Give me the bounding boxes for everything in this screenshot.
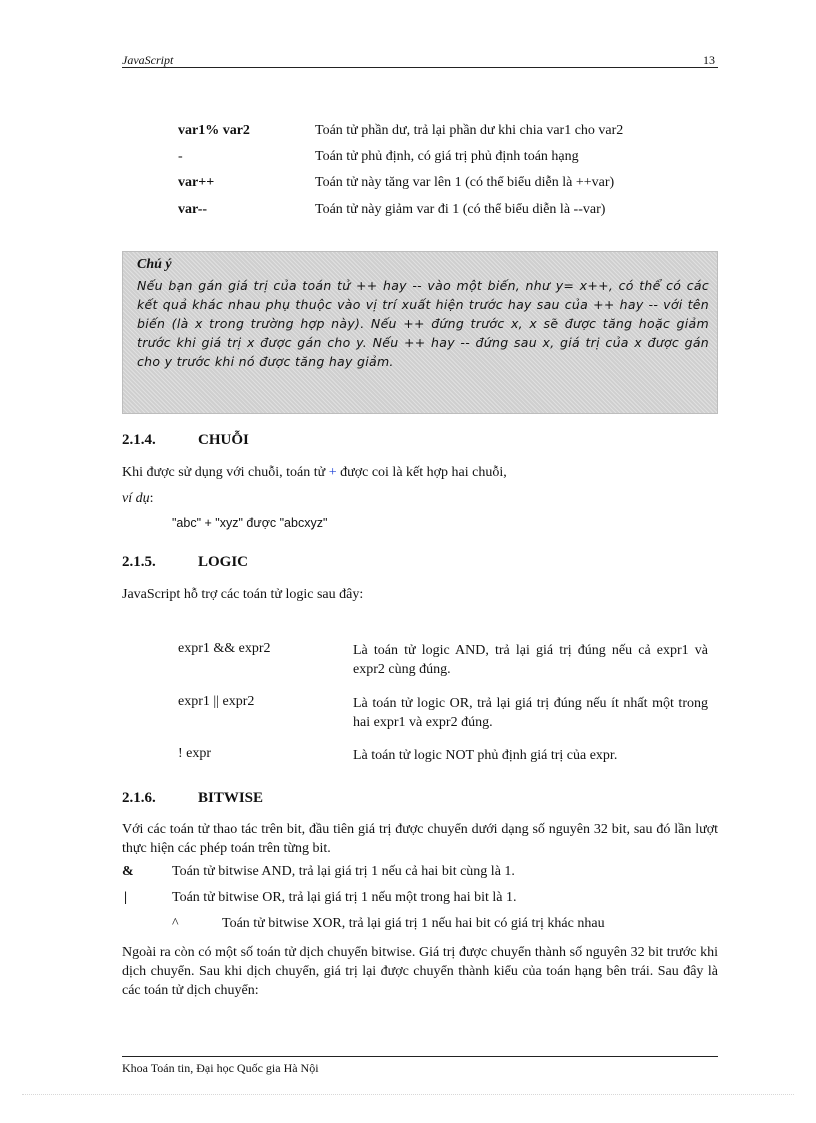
operator-symbol: var-- [178, 202, 208, 217]
section-title: LOGIC [198, 554, 249, 570]
section-heading-logic [122, 554, 248, 571]
note-body: Nếu bạn gán giá trị của toán tử ++ hay -- vào một biến, như y= x++, có thể có các kết quả khác nhau phụ thuộc vào vị trí xuất hiện trước hay sau của ++ hay -- với tên biến (là x trong trường hợp này). Nếu ++ đứng trước x, x sẽ được tăng hoặc giảm trước khi giá trị x được gán cho y. Nếu ++ hay -- đứng sau x, giá trị của x được gán cho y trước khi nó được tăng hay giảm. [137, 278, 709, 369]
bitwise-symbol: & [122, 864, 134, 879]
footer-rule [122, 1056, 718, 1057]
logic-expression: ! expr [178, 746, 212, 761]
logic-intro: JavaScript hỗ trợ các toán tử logic sau đây: [122, 587, 364, 602]
section-heading-bitwise [122, 790, 263, 807]
bitwise-symbol: | [124, 890, 128, 905]
section-number: 2.1.6. [122, 790, 156, 806]
footer-text: Khoa Toán tin, Đại học Quốc gia Hà Nội [122, 1061, 319, 1075]
page-bottom-divider [22, 1094, 794, 1095]
running-header-title: JavaScript [122, 53, 174, 67]
paragraph-text: được coi là kết hợp hai chuỗi, [336, 465, 507, 480]
note-title: Chú ý [137, 257, 172, 272]
logic-expression: expr1 || expr2 [178, 694, 255, 709]
logic-description: Là toán tử logic OR, trả lại giá trị đúng nếu ít nhất một trong hai expr1 và expr2 đúng. [353, 696, 708, 730]
operator-description: Toán tử này giảm var đi 1 (có thể biểu diễn là --var) [315, 202, 606, 217]
logic-description: Là toán tử logic NOT phủ định giá trị của expr. [353, 748, 618, 763]
operator-description: Toán tử này tăng var lên 1 (có thể biểu diễn là ++var) [315, 175, 615, 190]
section-heading-chuoi [122, 432, 249, 449]
logic-expression: expr1 && expr2 [178, 641, 271, 656]
operator-symbol: - [178, 149, 183, 164]
section-title: BITWISE [198, 790, 264, 806]
note-box [122, 251, 718, 414]
example-code: "abc" + "xyz" được "abcxyz" [172, 516, 328, 530]
example-label-line [122, 489, 718, 508]
bitwise-shift-paragraph: Ngoài ra còn có một số toán tử dịch chuyển bitwise. Giá trị được chuyển thành số nguyên 32 bit trước khi dịch chuyển. Sau khi dịch chuyển, giá trị lại được chuyển thành kiểu của toán hạng bên trái. Sau đây là các toán tử dịch chuyển: [122, 945, 718, 998]
logic-description: Là toán tử logic AND, trả lại giá trị đúng nếu cả expr1 và expr2 cùng đúng. [353, 643, 708, 677]
operator-symbol: var1% var2 [178, 123, 250, 138]
header-rule [122, 67, 718, 68]
operator-symbol: var++ [178, 175, 215, 190]
example-label: ví dụ [122, 491, 150, 506]
string-concat-paragraph [122, 463, 718, 482]
page-number: 13 [703, 53, 715, 67]
bitwise-description: Toán tử bitwise AND, trả lại giá trị 1 nếu cả hai bit cùng là 1. [172, 864, 515, 879]
operator-description: Toán tử phần dư, trả lại phần dư khi chia var1 cho var2 [315, 123, 624, 138]
plus-operator: + [328, 465, 337, 480]
section-number: 2.1.4. [122, 432, 156, 448]
operator-description: Toán tử phủ định, có giá trị phủ định toán hạng [315, 149, 579, 164]
section-title: CHUỖI [198, 432, 249, 448]
bitwise-symbol: ^ [172, 916, 179, 931]
bitwise-description: Toán tử bitwise OR, trả lại giá trị 1 nếu một trong hai bit là 1. [172, 890, 517, 905]
example-colon: : [149, 491, 154, 506]
paragraph-text: Khi được sử dụng với chuỗi, toán tử [122, 465, 329, 480]
bitwise-description: Toán tử bitwise XOR, trả lại giá trị 1 nếu hai bit có giá trị khác nhau [222, 916, 605, 931]
section-number: 2.1.5. [122, 554, 156, 570]
bitwise-intro: Với các toán tử thao tác trên bit, đầu tiên giá trị được chuyển dưới dạng số nguyên 32 bit, sau đó lần lượt thực hiện các phép toán trên từng bit. [122, 822, 718, 856]
